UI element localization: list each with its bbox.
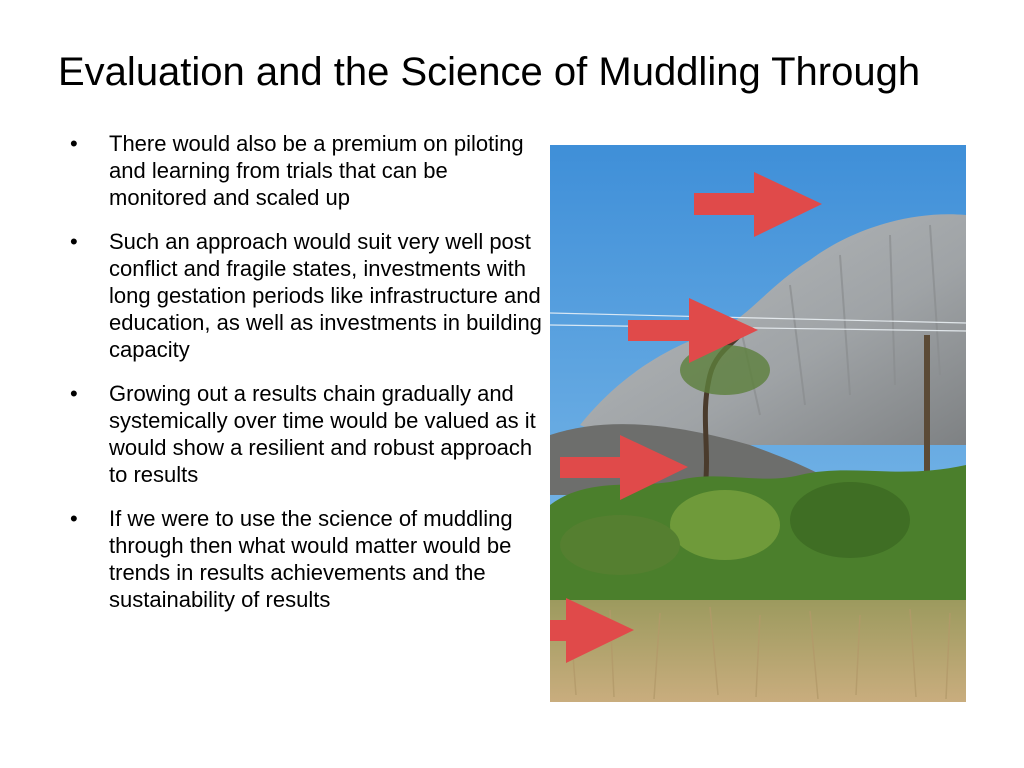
bullet-dot: •	[70, 506, 78, 531]
slide-title: Evaluation and the Science of Muddling Through	[58, 50, 921, 94]
bullet-text: If we were to use the science of muddling through then what would matter would be trends in results achievements and the sustainability of results	[109, 506, 513, 612]
landscape-photo	[550, 145, 966, 702]
bullet-text: There would also be a premium on piloting and learning from trials that can be monitored and scaled up	[109, 131, 524, 210]
bullet-item	[70, 380, 548, 488]
bullet-dot: •	[70, 381, 78, 406]
bullet-list	[70, 130, 548, 630]
bullet-item	[70, 228, 548, 363]
bullet-dot: •	[70, 229, 78, 254]
bush	[670, 490, 780, 560]
bush	[560, 515, 680, 575]
bullet-item	[70, 130, 548, 211]
bullet-dot: •	[70, 131, 78, 156]
landscape-photo-svg	[550, 145, 966, 702]
bush	[790, 482, 910, 558]
bullet-item	[70, 505, 548, 613]
bullet-text: Growing out a results chain gradually and systemically over time would be valued as it would show a resilient and robust approach to results	[109, 381, 536, 487]
bullet-text: Such an approach would suit very well post conflict and fragile states, investments with long gestation periods like infrastructure and education, as well as investments in building capacity	[109, 229, 542, 362]
